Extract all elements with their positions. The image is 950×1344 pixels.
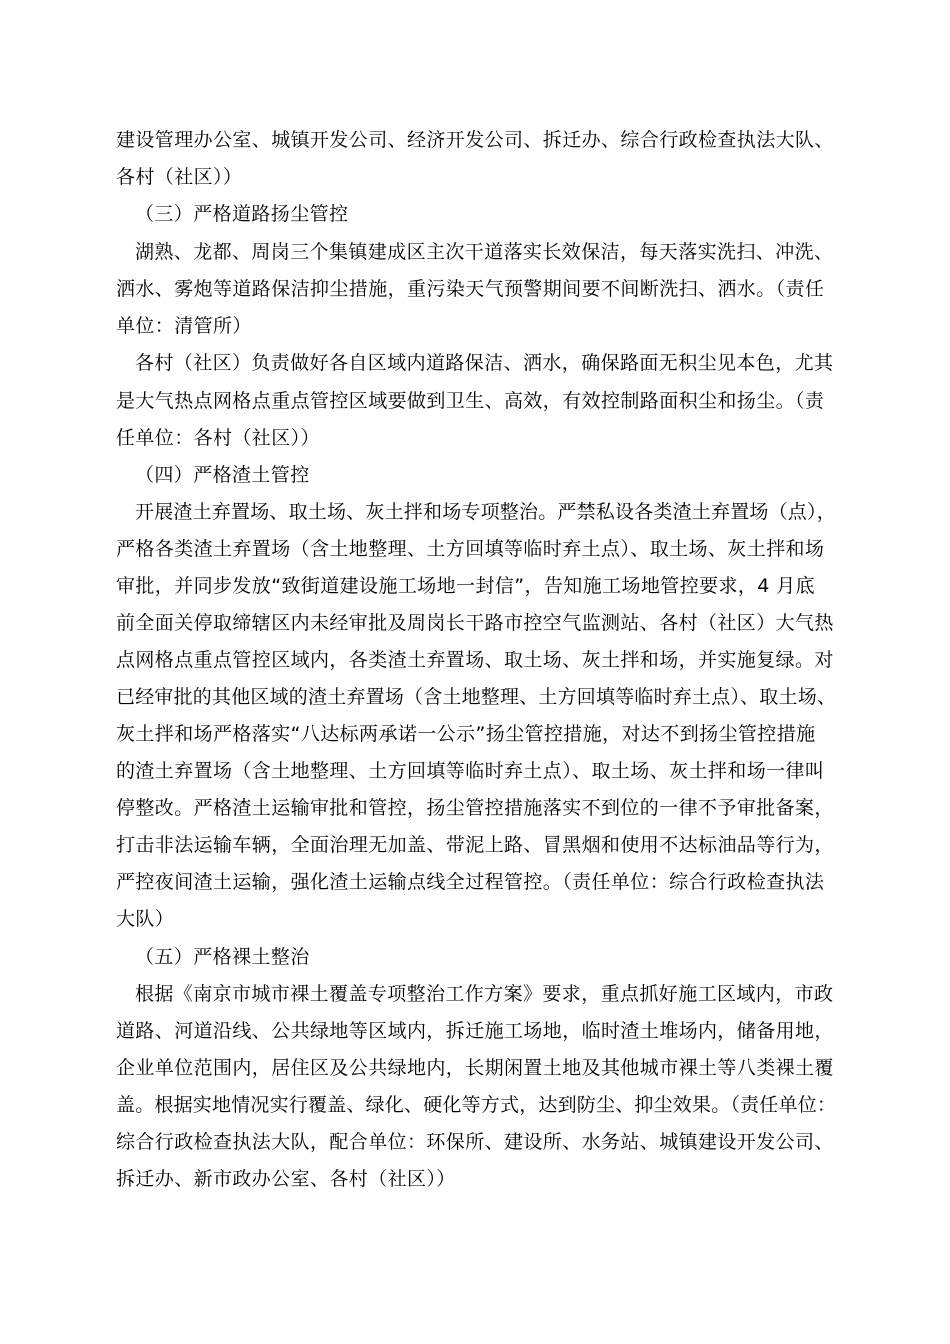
paragraph-line: 开展渣土弃置场、取土场、灰土拌和场专项整治。严禁私设各类渣土弃置场（点）， [135, 501, 836, 523]
paragraph-line: 建设管理办公室、城镇开发公司、经济开发公司、拆迁办、综合行政检查执法大队、 [116, 129, 834, 151]
paragraph-line: 单位：清管所） [116, 315, 252, 337]
paragraph-line: 各村（社区）负责做好各自区域内道路保洁、洒水，确保路面无积尘见本色，尤其 [135, 352, 834, 374]
paragraph-line: 各村（社区）） [116, 166, 243, 188]
paragraph-line: 严格各类渣土弃置场（含土地整理、土方回填等临时弃土点）、取土场、灰土拌和场 [116, 538, 825, 560]
paragraph-line: 打击非法运输车辆，全面治理无加盖、带泥上路、冒黑烟和使用不达标油品等行为， [116, 834, 834, 856]
paragraph-line: 根据《南京市城市裸土覆盖专项整治工作方案》要求，重点抓好施工区域内，市政 [135, 983, 834, 1005]
paragraph-line: 湖熟、龙都、周岗三个集镇建成区主次干道落实长效保洁，每天落实洗扫、冲洗、 [135, 241, 834, 263]
paragraph-line: 综合行政检查执法大队，配合单位：环保所、建设所、水务站、城镇建设开发公司、 [116, 1131, 834, 1153]
paragraph-line: 是大气热点网格点重点管控区域要做到卫生、高效，有效控制路面积尘和扬尘。（责 [116, 390, 825, 412]
section-heading-5: （五）严格裸土整治 [135, 946, 310, 968]
paragraph-line: 道路、河道沿线、公共绿地等区域内，拆迁施工场地，临时渣土堆场内，储备用地， [116, 1020, 834, 1042]
paragraph-line: 灰土拌和场严格落实“八达标两承诺一公示”扬尘管控措施，对达不到扬尘管控措施 [116, 723, 816, 745]
paragraph-line: 审批，并同步发放“致街道建设施工场地一封信”，告知施工场地管控要求，4 月底 [116, 575, 816, 597]
paragraph-line: 停整改。严格渣土运输审批和管控，扬尘管控措施落实不到位的一律不予审批备案， [116, 797, 834, 819]
paragraph-line: 严控夜间渣土运输，强化渣土运输点线全过程管控。（责任单位：综合行政检查执法 [116, 871, 825, 893]
section-heading-3: （三）严格道路扬尘管控 [135, 203, 349, 225]
paragraph-line: 任单位：各村（社区）） [116, 427, 320, 449]
section-heading-4: （四）严格渣土管控 [135, 464, 310, 486]
paragraph-line: 已经审批的其他区域的渣土弃置场（含土地整理、土方回填等临时弃土点）、取土场、 [116, 686, 837, 708]
paragraph-line: 前全面关停取缔辖区内未经审批及周岗长干路市控空气监测站、各村（社区）大气热 [116, 612, 834, 634]
paragraph-line: 点网格点重点管控区域内，各类渣土弃置场、取土场、灰土拌和场，并实施复绿。对 [116, 649, 834, 671]
paragraph-line: 盖。根据实地情况实行覆盖、绿化、硬化等方式，达到防尘、抑尘效果。（责任单位： [116, 1094, 837, 1116]
paragraph-line: 大队） [116, 908, 175, 930]
paragraph-line: 的渣土弃置场（含土地整理、土方回填等临时弃土点）、取土场、灰土拌和场一律叫 [116, 760, 825, 782]
paragraph-line: 洒水、雾炮等道路保洁抑尘措施，重污染天气预警期间要不间断洗扫、洒水。（责任 [116, 278, 825, 300]
paragraph-line: 拆迁办、新市政办公室、各村（社区）） [116, 1168, 456, 1190]
paragraph-line: 企业单位范围内，居住区及公共绿地内，长期闲置土地及其他城市裸土等八类裸土覆 [116, 1057, 834, 1079]
